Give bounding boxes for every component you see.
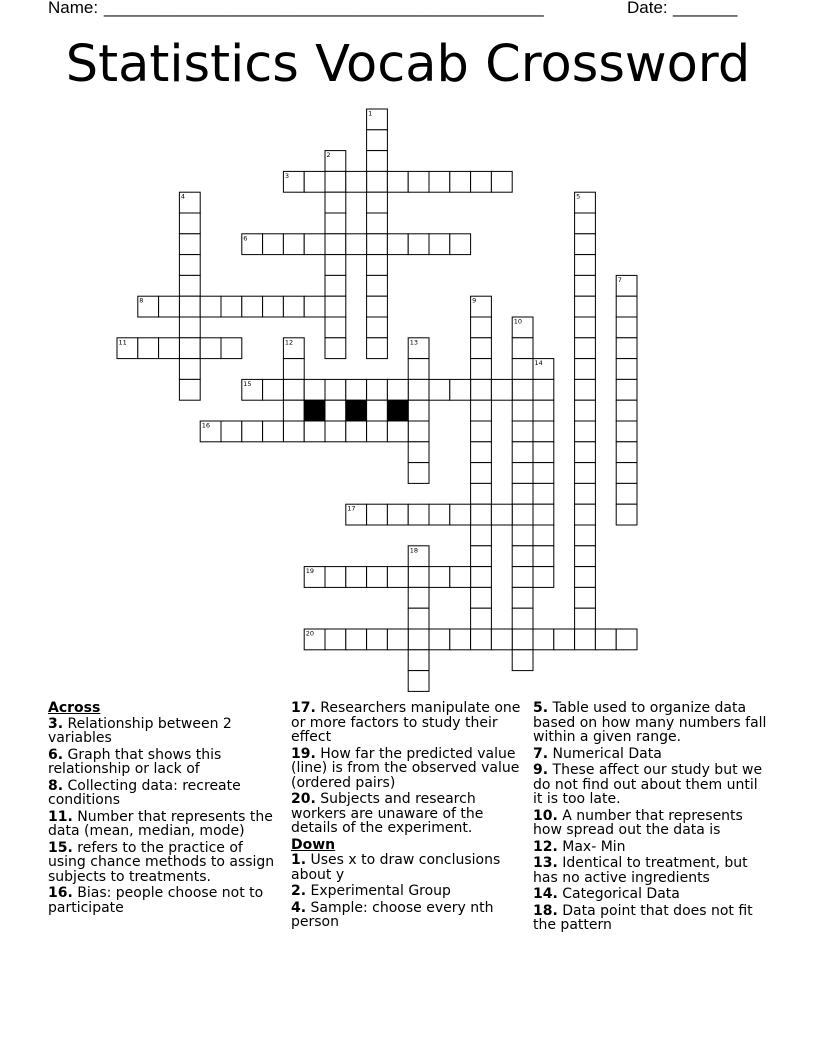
grid-cell[interactable]	[512, 504, 533, 525]
clue-number-label: 3	[284, 171, 290, 180]
black-cell	[387, 400, 408, 421]
grid-cell[interactable]	[616, 504, 637, 525]
clue-down-5	[533, 701, 769, 745]
grid-cell[interactable]	[616, 359, 637, 380]
grid-cell[interactable]	[429, 234, 450, 255]
clue-across-19	[291, 747, 523, 791]
grid-cell[interactable]	[429, 504, 450, 525]
grid-cell[interactable]	[387, 629, 408, 650]
clue-text: How far the predicted value (line) is from the observed value (ordered pairs)	[291, 745, 520, 791]
clue-text: Max- Min	[562, 838, 626, 855]
grid-cell[interactable]	[179, 338, 200, 359]
grid-cell[interactable]	[512, 421, 533, 442]
black-cell	[304, 400, 325, 421]
grid-cell[interactable]	[304, 421, 325, 442]
clue-text: Categorical Data	[562, 886, 680, 902]
grid-cell[interactable]	[325, 213, 346, 234]
grid-cell[interactable]	[387, 379, 408, 400]
clue-number: 10.	[533, 807, 558, 824]
grid-cell[interactable]	[325, 234, 346, 255]
clue-text: Experimental Group	[310, 883, 451, 899]
clue-text: Uses x to draw conclusions about y	[291, 852, 501, 883]
grid-cell[interactable]	[575, 442, 596, 463]
grid-cell[interactable]	[512, 567, 533, 588]
clue-number: 5.	[533, 700, 549, 716]
grid-cell[interactable]	[512, 546, 533, 567]
grid-cell[interactable]	[575, 483, 596, 504]
grid-cell[interactable]	[263, 421, 284, 442]
grid-cell[interactable]	[325, 192, 346, 213]
clue-number-label: 1	[368, 109, 373, 118]
grid-cell[interactable]	[304, 296, 325, 317]
clue-down-12	[533, 840, 769, 855]
grid-cell[interactable]	[346, 234, 367, 255]
clue-text: A number that represents how spread out the data is	[533, 807, 743, 838]
clue-text: Data point that does not fit the pattern	[533, 902, 753, 933]
clue-number-label: 19	[305, 567, 314, 576]
down-heading: Down	[291, 836, 336, 853]
grid-cell[interactable]	[533, 629, 554, 650]
grid-cell[interactable]	[471, 546, 492, 567]
clue-across-6	[48, 748, 278, 777]
grid-cell[interactable]	[179, 275, 200, 296]
grid-cell[interactable]	[616, 338, 637, 359]
grid-cell[interactable]	[575, 234, 596, 255]
grid-cell[interactable]	[408, 650, 429, 671]
clue-text: Identical to treatment, but has no active ingredients	[533, 855, 748, 886]
grid-cell[interactable]	[471, 629, 492, 650]
grid-cell[interactable]	[283, 400, 304, 421]
grid-cell[interactable]	[408, 171, 429, 192]
clue-number-label: 4	[180, 192, 186, 201]
grid-cell[interactable]	[512, 587, 533, 608]
grid-cell[interactable]	[346, 629, 367, 650]
clue-number-label: 17	[347, 504, 356, 513]
grid-cell[interactable]	[429, 629, 450, 650]
clue-number-label: 11	[118, 338, 127, 347]
grid-cell[interactable]	[200, 296, 221, 317]
grid-cell[interactable]	[408, 463, 429, 484]
grid-cell[interactable]	[575, 379, 596, 400]
clue-text: Table used to organize data based on how many numbers fall within a given range.	[533, 700, 767, 745]
grid-cell[interactable]	[367, 317, 388, 338]
grid-cell[interactable]	[325, 171, 346, 192]
grid-cell[interactable]	[616, 379, 637, 400]
grid-cell[interactable]	[533, 483, 554, 504]
grid-cell[interactable]	[408, 567, 429, 588]
grid-cell[interactable]	[221, 338, 242, 359]
grid-cell[interactable]	[575, 525, 596, 546]
grid-cell[interactable]	[304, 171, 325, 192]
clue-number: 4.	[291, 899, 307, 916]
clue-number: 20.	[291, 791, 316, 807]
grid-cell[interactable]	[575, 359, 596, 380]
clue-number-label: 14	[534, 359, 543, 368]
grid-cell[interactable]	[304, 234, 325, 255]
grid-cell[interactable]	[325, 296, 346, 317]
grid-cell[interactable]	[283, 421, 304, 442]
clue-number: 14.	[533, 886, 558, 902]
grid-cell[interactable]	[408, 234, 429, 255]
clue-across-16	[48, 886, 278, 915]
grid-cell[interactable]	[159, 296, 180, 317]
grid-cell[interactable]	[325, 421, 346, 442]
clue-down-13	[533, 856, 769, 885]
clue-number: 17.	[291, 700, 316, 716]
grid-cell[interactable]	[450, 629, 471, 650]
clue-text: These affect our study but we do not find out about them until it is too late.	[533, 762, 763, 807]
clue-number: 1.	[291, 852, 307, 868]
grid-cell[interactable]	[408, 400, 429, 421]
date-field[interactable]: _______	[673, 0, 738, 17]
page-title: Statistics Vocab Crossword	[65, 35, 751, 94]
grid-cell[interactable]	[471, 608, 492, 629]
clue-number: 11.	[48, 808, 73, 825]
name-field[interactable]: ________________________________________________	[104, 0, 544, 17]
clue-text: Collecting data: recreate conditions	[48, 777, 241, 808]
clue-down-18	[533, 904, 769, 933]
grid-cell[interactable]	[575, 213, 596, 234]
grid-cell[interactable]	[595, 629, 616, 650]
clue-down-1	[291, 853, 523, 882]
grid-cell[interactable]	[179, 317, 200, 338]
grid-cell[interactable]	[471, 421, 492, 442]
across-heading: Across	[48, 700, 101, 716]
grid-cell[interactable]	[616, 483, 637, 504]
clue-number-label: 9	[472, 296, 477, 305]
grid-cell[interactable]	[221, 421, 242, 442]
clue-number: 16.	[48, 885, 73, 901]
grid-cell[interactable]	[387, 234, 408, 255]
grid-cell[interactable]	[575, 546, 596, 567]
clue-down-4	[291, 901, 523, 930]
grid-cell[interactable]	[325, 275, 346, 296]
grid-cell[interactable]	[491, 379, 512, 400]
clue-across-15	[48, 841, 278, 885]
clue-across-11	[48, 810, 278, 839]
grid-cell[interactable]	[491, 171, 512, 192]
grid-cell[interactable]	[616, 421, 637, 442]
grid-cell[interactable]	[283, 379, 304, 400]
grid-cell[interactable]	[200, 338, 221, 359]
grid-cell[interactable]	[408, 379, 429, 400]
clue-text: refers to the practice of using chance methods to assign subjects to treatments.	[48, 839, 275, 885]
grid-cell[interactable]	[408, 671, 429, 692]
grid-cell[interactable]	[408, 442, 429, 463]
grid-cell[interactable]	[471, 442, 492, 463]
clue-down-10	[533, 809, 769, 838]
grid-cell[interactable]	[429, 379, 450, 400]
grid-cell[interactable]	[325, 567, 346, 588]
grid-cell[interactable]	[304, 379, 325, 400]
grid-cell[interactable]	[512, 338, 533, 359]
grid-cell[interactable]	[533, 379, 554, 400]
grid-cell[interactable]	[387, 567, 408, 588]
grid-cell[interactable]	[512, 525, 533, 546]
grid-cell[interactable]	[367, 504, 388, 525]
grid-cell[interactable]	[179, 379, 200, 400]
grid-cell[interactable]	[408, 608, 429, 629]
clue-text: Bias: people choose not to participate	[48, 885, 264, 916]
clue-number: 2.	[291, 883, 307, 899]
grid-cell[interactable]	[367, 629, 388, 650]
grid-cell[interactable]	[575, 317, 596, 338]
grid-cell[interactable]	[575, 400, 596, 421]
clues-column-3	[533, 701, 769, 935]
grid-cell[interactable]	[367, 275, 388, 296]
grid-cell[interactable]	[471, 317, 492, 338]
grid-cell[interactable]	[242, 421, 263, 442]
grid-cell[interactable]	[575, 587, 596, 608]
clue-number-label: 8	[139, 296, 144, 305]
grid-cell[interactable]	[512, 629, 533, 650]
grid-cell[interactable]	[533, 504, 554, 525]
grid-cell[interactable]	[367, 213, 388, 234]
clue-number-label: 13	[409, 338, 418, 347]
clue-number: 12.	[533, 838, 558, 855]
grid-cell[interactable]	[325, 379, 346, 400]
clue-number: 7.	[533, 745, 549, 762]
grid-cell[interactable]	[283, 296, 304, 317]
grid-cell[interactable]	[408, 421, 429, 442]
grid-cell[interactable]	[325, 255, 346, 276]
grid-cell[interactable]	[575, 629, 596, 650]
grid-cell[interactable]	[429, 171, 450, 192]
grid-cell[interactable]	[179, 213, 200, 234]
grid-cell[interactable]	[616, 400, 637, 421]
grid-cell[interactable]	[616, 442, 637, 463]
grid-cell[interactable]	[325, 338, 346, 359]
clue-number: 18.	[533, 902, 558, 919]
grid-cell[interactable]	[575, 608, 596, 629]
grid-cell[interactable]	[221, 296, 242, 317]
grid-cell[interactable]	[242, 296, 263, 317]
clue-number-label: 16	[201, 421, 210, 430]
clue-number-label: 5	[576, 192, 581, 201]
clue-number: 15.	[48, 839, 73, 856]
grid-cell[interactable]	[533, 567, 554, 588]
grid-cell[interactable]	[533, 546, 554, 567]
grid-cell[interactable]	[512, 608, 533, 629]
grid-cell[interactable]	[450, 234, 471, 255]
grid-cell[interactable]	[159, 338, 180, 359]
grid-cell[interactable]	[387, 504, 408, 525]
grid-cell[interactable]	[575, 296, 596, 317]
clue-number-label: 12	[284, 338, 294, 347]
clue-across-3	[48, 717, 278, 746]
grid-cell[interactable]	[387, 421, 408, 442]
grid-cell[interactable]	[512, 442, 533, 463]
clue-down-7	[533, 747, 769, 762]
grid-cell[interactable]	[471, 587, 492, 608]
grid-cell[interactable]	[471, 504, 492, 525]
grid-cell[interactable]	[471, 171, 492, 192]
clue-across-20	[291, 792, 523, 836]
clue-number: 6.	[48, 746, 64, 763]
grid-cell[interactable]	[471, 338, 492, 359]
name-label: Name:	[48, 0, 99, 17]
grid-cell[interactable]	[554, 629, 575, 650]
clue-down-9	[533, 763, 769, 807]
grid-cell[interactable]	[471, 567, 492, 588]
grid-cell[interactable]	[325, 317, 346, 338]
grid-cell[interactable]	[512, 379, 533, 400]
black-cell	[346, 400, 367, 421]
grid-cell[interactable]	[471, 379, 492, 400]
grid-cell[interactable]	[367, 338, 388, 359]
grid-cell[interactable]	[263, 379, 284, 400]
grid-cell[interactable]	[179, 359, 200, 380]
grid-cell[interactable]	[471, 525, 492, 546]
clue-text: Relationship between 2 variables	[48, 715, 232, 746]
grid-cell[interactable]	[325, 400, 346, 421]
clue-number: 13.	[533, 855, 558, 871]
grid-cell[interactable]	[367, 296, 388, 317]
grid-cell[interactable]	[367, 130, 388, 151]
grid-cell[interactable]	[512, 650, 533, 671]
clue-number: 3.	[48, 715, 64, 732]
clues-column-2	[291, 701, 523, 932]
grid-cell[interactable]	[367, 171, 388, 192]
grid-cell[interactable]	[346, 379, 367, 400]
grid-cell[interactable]	[512, 463, 533, 484]
grid-cell[interactable]	[367, 400, 388, 421]
clue-number: 8.	[48, 777, 64, 794]
grid-cell[interactable]	[491, 504, 512, 525]
grid-cell[interactable]	[263, 296, 284, 317]
clue-number-label: 20	[305, 629, 314, 638]
grid-cell[interactable]	[367, 234, 388, 255]
grid-cell[interactable]	[575, 463, 596, 484]
clue-number: 19.	[291, 745, 316, 762]
grid-cell[interactable]	[346, 567, 367, 588]
grid-cell[interactable]	[575, 504, 596, 525]
grid-cell[interactable]	[179, 296, 200, 317]
clue-text: Graph that shows this relationship or lack of	[48, 746, 222, 777]
grid-cell[interactable]	[346, 421, 367, 442]
clue-across-8	[48, 779, 278, 808]
grid-cell[interactable]	[471, 463, 492, 484]
clue-text: Researchers manipulate one or more factors to study their effect	[291, 700, 521, 745]
grid-cell[interactable]	[346, 171, 367, 192]
grid-cell[interactable]	[283, 234, 304, 255]
grid-cell[interactable]	[450, 567, 471, 588]
grid-cell[interactable]	[450, 171, 471, 192]
grid-cell[interactable]	[263, 234, 284, 255]
grid-cell[interactable]	[179, 255, 200, 276]
grid-cell[interactable]	[367, 151, 388, 172]
grid-cell[interactable]	[575, 421, 596, 442]
grid-cell[interactable]	[533, 400, 554, 421]
grid-cell[interactable]	[471, 359, 492, 380]
grid-cell[interactable]	[575, 275, 596, 296]
grid-cell[interactable]	[512, 483, 533, 504]
grid-cell[interactable]	[533, 463, 554, 484]
grid-cell[interactable]	[491, 629, 512, 650]
clue-number-label: 6	[243, 234, 248, 243]
grid-cell[interactable]	[367, 421, 388, 442]
grid-cell[interactable]	[283, 359, 304, 380]
clue-text: Number that represents the data (mean, median, mode)	[48, 808, 273, 839]
clue-number-label: 2	[326, 151, 331, 160]
date-label: Date:	[627, 0, 668, 17]
grid-cell[interactable]	[325, 629, 346, 650]
clues-column-1	[48, 701, 278, 917]
clue-down-2	[291, 884, 523, 899]
clue-number-label: 18	[409, 546, 418, 555]
grid-cell[interactable]	[616, 317, 637, 338]
grid-cell[interactable]	[367, 379, 388, 400]
grid-cell[interactable]	[575, 255, 596, 276]
clue-number-label: 10	[513, 317, 522, 326]
clue-text: Sample: choose every nth person	[291, 899, 494, 930]
grid-cell[interactable]	[575, 338, 596, 359]
grid-cell[interactable]	[533, 442, 554, 463]
grid-cell[interactable]	[512, 400, 533, 421]
grid-cell[interactable]	[533, 525, 554, 546]
grid-cell[interactable]	[367, 567, 388, 588]
clue-number-label: 7	[617, 275, 622, 284]
grid-cell[interactable]	[471, 400, 492, 421]
grid-cell[interactable]	[616, 629, 637, 650]
grid-cell[interactable]	[512, 359, 533, 380]
clue-text: Subjects and research workers are unaware of the details of the experiment.	[291, 791, 484, 836]
grid-cell[interactable]	[367, 255, 388, 276]
clue-number: 9.	[533, 762, 549, 778]
grid-cell[interactable]	[408, 359, 429, 380]
grid-cell[interactable]	[408, 504, 429, 525]
grid-cell[interactable]	[408, 587, 429, 608]
grid-cell[interactable]	[575, 567, 596, 588]
grid-cell[interactable]	[179, 234, 200, 255]
grid-cell[interactable]	[471, 483, 492, 504]
clue-number-label: 15	[243, 379, 252, 388]
grid-cell[interactable]	[616, 296, 637, 317]
clue-across-17	[291, 701, 523, 745]
grid-cell[interactable]	[408, 629, 429, 650]
grid-cell[interactable]	[616, 463, 637, 484]
grid-cell[interactable]	[450, 504, 471, 525]
grid-cell[interactable]	[429, 567, 450, 588]
clue-down-14	[533, 887, 769, 902]
grid-cell[interactable]	[533, 421, 554, 442]
grid-cell[interactable]	[367, 192, 388, 213]
grid-cell[interactable]	[450, 379, 471, 400]
grid-cell[interactable]	[138, 338, 159, 359]
clue-text: Numerical Data	[552, 745, 662, 762]
grid-cell[interactable]	[387, 171, 408, 192]
